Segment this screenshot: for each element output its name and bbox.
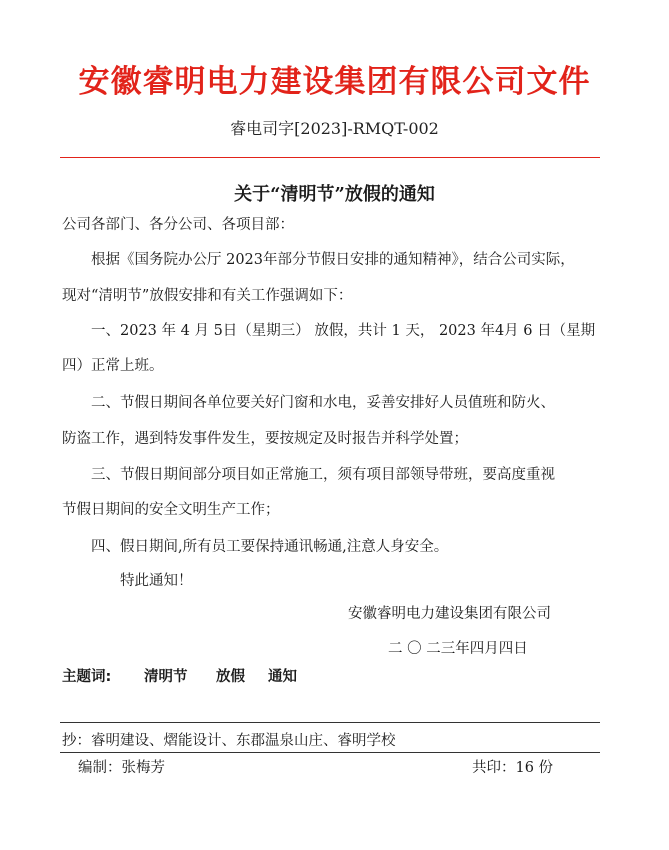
editor-info: 编制：张梅芳 — [78, 760, 165, 776]
keywords-line — [62, 666, 297, 688]
cc-distribution: 抄：睿明建设、熠能设计、东郡温泉山庄、睿明学校 — [62, 733, 396, 749]
cc-top-divider — [60, 722, 600, 723]
keyword-item: 通知 — [268, 669, 297, 685]
item-1-line-2: 四）正常上班。 — [62, 358, 164, 374]
notice-title: 关于“清明节”放假的通知 — [234, 184, 435, 205]
cc-bottom-divider — [60, 752, 600, 753]
document-number: 睿电司字[2023]-RMQT-002 — [230, 119, 439, 138]
keyword-item: 清明节 — [144, 669, 188, 685]
item-2-line-2: 防盗工作，遇到特发事件发生，要按规定及时报告并科学处置； — [62, 431, 468, 447]
item-3-line-2: 节假日期间的安全文明生产工作； — [62, 502, 280, 518]
keyword-item: 放假 — [216, 669, 245, 685]
intro-line-2: 现对“清明节”放假安排和有关工作强调如下： — [62, 288, 353, 304]
intro-line-1: 根据《国务院办公厅 2023年部分节假日安排的通知精神》，结合公司实际， — [91, 252, 575, 268]
item-2-line-1: 二、节假日期间各单位要关好门窗和水电，妥善安排好人员值班和防火、 — [91, 395, 555, 411]
print-copies: 共印：16 份 — [472, 760, 554, 776]
item-4: 四、假日期间,所有员工要保持通讯畅通,注意人身安全。 — [91, 539, 449, 555]
item-3-line-1: 三、节假日期间部分项目如正常施工，须有项目部领导带班，要高度重视 — [91, 467, 555, 483]
item-1-line-1: 一、2023 年 4 月 5日（星期三） 放假，共计 1 天， 2023 年4月 6 日（星期 — [91, 323, 596, 339]
keywords-label: 主题词: — [62, 669, 112, 685]
signature-company: 安徽睿明电力建设集团有限公司 — [348, 606, 551, 622]
document-header-title: 安徽睿明电力建设集团有限公司文件 — [78, 64, 591, 100]
salutation: 公司各部门、各分公司、各项目部： — [62, 217, 294, 233]
header-red-divider — [60, 157, 600, 158]
closing-text: 特此通知！ — [120, 573, 193, 589]
signature-date: 二 〇 二三年四月四日 — [388, 641, 528, 657]
